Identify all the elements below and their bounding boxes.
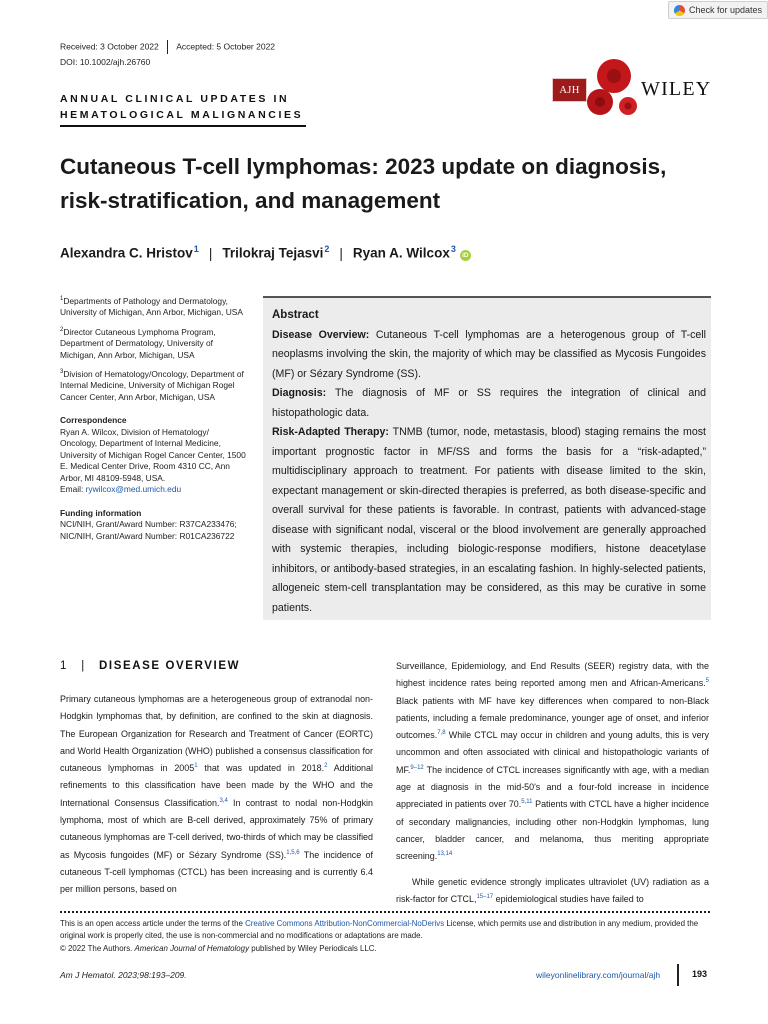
- series-line-2: HEMATOLOGICAL MALIGNANCIES: [60, 109, 304, 121]
- affiliation: $^2$Director Cutaneous Lymphoma Program, Department of Dermatology, University of Michigan, Ann Arbor, Michigan, USA: [60, 326, 216, 360]
- citation-link[interactable]: 7,8: [437, 730, 446, 737]
- citation-link[interactable]: 13,14: [437, 851, 453, 858]
- series-underline: [60, 125, 306, 127]
- abstract-paragraph: Risk-Adapted Therapy: TNMB (tumor, node, metastasis, blood) staging remains the most important prognostic factor in MF/SS and forms the basis for a “risk-adapted,” multidisciplinary approach to treatment. For patients with disease limited to the skin, expectant management or skin-directed therapies is preferred, as both disease-specific and overall survival for these patients is favorable. In contrast, patients with advanced-stage disease with significant nodal, visceral or the blood involvement are generally approached with systemic therapies, including biologic-response modifiers, histone deacetylase inhibitors, or antibody-based strategies, in an escalating fashion. In highly-selected patients, allogeneic stem-cell transplantation may be considered, as this may be curative in some patients.: [272, 426, 706, 614]
- citation-link[interactable]: 9–12: [410, 764, 424, 771]
- doi[interactable]: DOI: 10.1002/ajh.26760: [60, 57, 151, 67]
- funding-text: NCI/NIH, Grant/Award Number: R37CA233476; NIC/NIH, Grant/Award Number: R01CA236722: [60, 519, 237, 541]
- body-paragraph: Surveillance, Epidemiology, and End Results (SEER) registry data, with the highest incidence rates being reported among men and African-Americans.$^5$ Black patients with MF have key differences when compared to non-Black patients, including a female predominance, younger age of onset, and inferior outcomes.$^{7,8}$ While CTCL may occur in children and young adults, this is very uncommon and often associated with clinical and histopathologic variants of MF.$^{9-12}$ The incidence of CTCL increases significantly with age, with a median age at diagnosis in the mid-50's and a four-fold increase in incidence appreciated in patients over 70.$^{5,11}$ Patients with CTCL have a higher incidence of secondary malignancies, including other non-Hodgkin lymphomas, lung cancer, bladder cancer, and melanoma, thus meriting appropriate screening.$^{13,14}$: [396, 661, 709, 862]
- license-notice: This is an open access article under the terms of the Creative Commons Attribution-NonCommercial-NoDerivs License, which permits use and distribution in any medium, provided the original work is properly cited, the use is non-commercial and no modifications or adaptations are made. © 2022 The Authors. American Journal of Hematology published by Wiley Periodicals LLC.: [60, 918, 710, 955]
- author-list: [60, 244, 471, 261]
- article-info-column: [60, 294, 248, 548]
- dates-line: [60, 40, 275, 54]
- correspondence-heading: Correspondence: [60, 415, 127, 426]
- email-link[interactable]: rywilcox@med.umich.edu: [85, 484, 182, 495]
- author-affiliation-number[interactable]: 2: [324, 244, 330, 254]
- copyright-line: © 2022 The Authors. American Journal of Hematology published by Wiley Periodicals LLC.: [60, 943, 377, 953]
- series-line-1: ANNUAL CLINICAL UPDATES IN: [60, 93, 290, 105]
- citation-link[interactable]: 15–17: [476, 893, 494, 900]
- affiliation: $^1$Departments of Pathology and Dermatology, University of Michigan, Ann Arbor, Michigan, USA: [60, 295, 243, 318]
- abstract-heading: Abstract: [272, 309, 319, 321]
- citation-link[interactable]: 5,11: [521, 799, 533, 806]
- body-paragraph: While genetic evidence strongly implicates ultraviolet (UV) radiation as a risk-factor for CTCL,$^{15-17}$ epidemiological studies have failed to: [396, 876, 709, 904]
- received-date: Received: 3 October 2022: [60, 41, 159, 52]
- footer-divider: [677, 964, 679, 986]
- check-for-updates-button[interactable]: [668, 1, 768, 19]
- abstract-paragraph: Disease Overview: Cutaneous T-cell lymphomas are a heterogenous group of T-cell neoplasms involving the skin, the majority of which may be classified as Mycosis Fungoides (MF) or Sézary Syndrome (SS).: [272, 328, 707, 380]
- license-link[interactable]: Creative Commons Attribution-NonCommercial-NoDerivs: [245, 919, 445, 928]
- page-number: 193: [692, 969, 708, 979]
- abstract-paragraph: Diagnosis: The diagnosis of MF or SS requires the integration of clinical and histopathologic data.: [272, 387, 706, 419]
- orcid-icon[interactable]: iD: [460, 250, 471, 261]
- citation-link[interactable]: 5: [705, 678, 709, 685]
- wiley-logo: WILEY: [641, 78, 712, 100]
- affiliation: $^3$Division of Hematology/Oncology, Department of Internal Medicine, University of Michigan Rogel Cancer Center, Ann Arbor, Michigan, USA: [60, 368, 244, 402]
- abstract-content: [272, 306, 706, 618]
- citation-link[interactable]: 3,4: [219, 797, 228, 804]
- journal-url-link[interactable]: wileyonlinelibrary.com/journal/ajh: [536, 970, 661, 980]
- license-divider: [60, 911, 710, 913]
- author-affiliation-number[interactable]: 1: [193, 244, 199, 254]
- dates-divider: [167, 40, 169, 54]
- series-heading: [60, 91, 306, 127]
- citation-link[interactable]: 1: [194, 763, 198, 770]
- accepted-date: Accepted: 5 October 2022: [176, 41, 276, 52]
- ajh-logo: AJH: [552, 78, 587, 102]
- crossmark-icon: [674, 5, 685, 16]
- correspondence-email: Email: rywilcox@med.umich.edu: [60, 484, 182, 495]
- correspondence-text: Ryan A. Wilcox, Division of Hematology/ Oncology, Department of Internal Medicine, University of Michigan Rogel Cancer Center, 1500 E. Medical Center Drive, Room 4310 CC, Ann Arbor, MI 48109-5948, USA.: [60, 426, 246, 483]
- author-name[interactable]: Alexandra C. Hristov: [60, 245, 193, 261]
- funding-heading: Funding information: [60, 507, 142, 518]
- body-paragraph: Primary cutaneous lymphomas are a heterogeneous group of extranodal non-Hodgkin lymphomas that, by definition, are confined to the skin at diagnosis. The European Organization for Research and Treatment of Cancer (EORTC) and World Health Organization (WHO) published a consensus classification for cutaneous lymphomas in 2005$^1$ that was updated in 2018.$^2$ Additional refinements to this classification have been made by the WHO and the International Consensus Classification.$^{3,4}$ In contrast to nodal non-Hodgkin lymphoma, most of which are B-cell derived, approximately 75% of primary cutaneous lymphomas are T-cell derived, two-thirds of which may be classified as Mycosis fungoides (MF) or Sézary Syndrome (SS).$^{1,5,6}$ The incidence of cutaneous T-cell lymphomas (CTCL) has been increasing and is currently 6.4 per million persons, based on: [60, 694, 373, 895]
- publisher-logos: [542, 58, 712, 120]
- body-column-right: [396, 658, 709, 908]
- author-affiliation-number[interactable]: 3: [450, 244, 456, 254]
- citation-link[interactable]: 1,5,6: [286, 849, 300, 856]
- check-for-updates-label: Check for updates: [689, 5, 763, 15]
- footer-citation: Am J Hematol. 2023;98:193–209.: [60, 970, 187, 980]
- author-name[interactable]: Trilokraj Tejasvi: [222, 245, 324, 261]
- citation-link[interactable]: 2: [324, 763, 328, 770]
- author-separator: |: [208, 245, 213, 261]
- abstract-box: [263, 296, 711, 620]
- article-title: Cutaneous T-cell lymphomas: 2023 update on diagnosis, risk-stratification, and management: [60, 154, 667, 213]
- author-separator: |: [339, 245, 343, 261]
- body-column-left: [60, 691, 373, 899]
- section-heading: 1 | DISEASE OVERVIEW: [60, 660, 241, 672]
- author-name[interactable]: Ryan A. Wilcox: [352, 245, 450, 261]
